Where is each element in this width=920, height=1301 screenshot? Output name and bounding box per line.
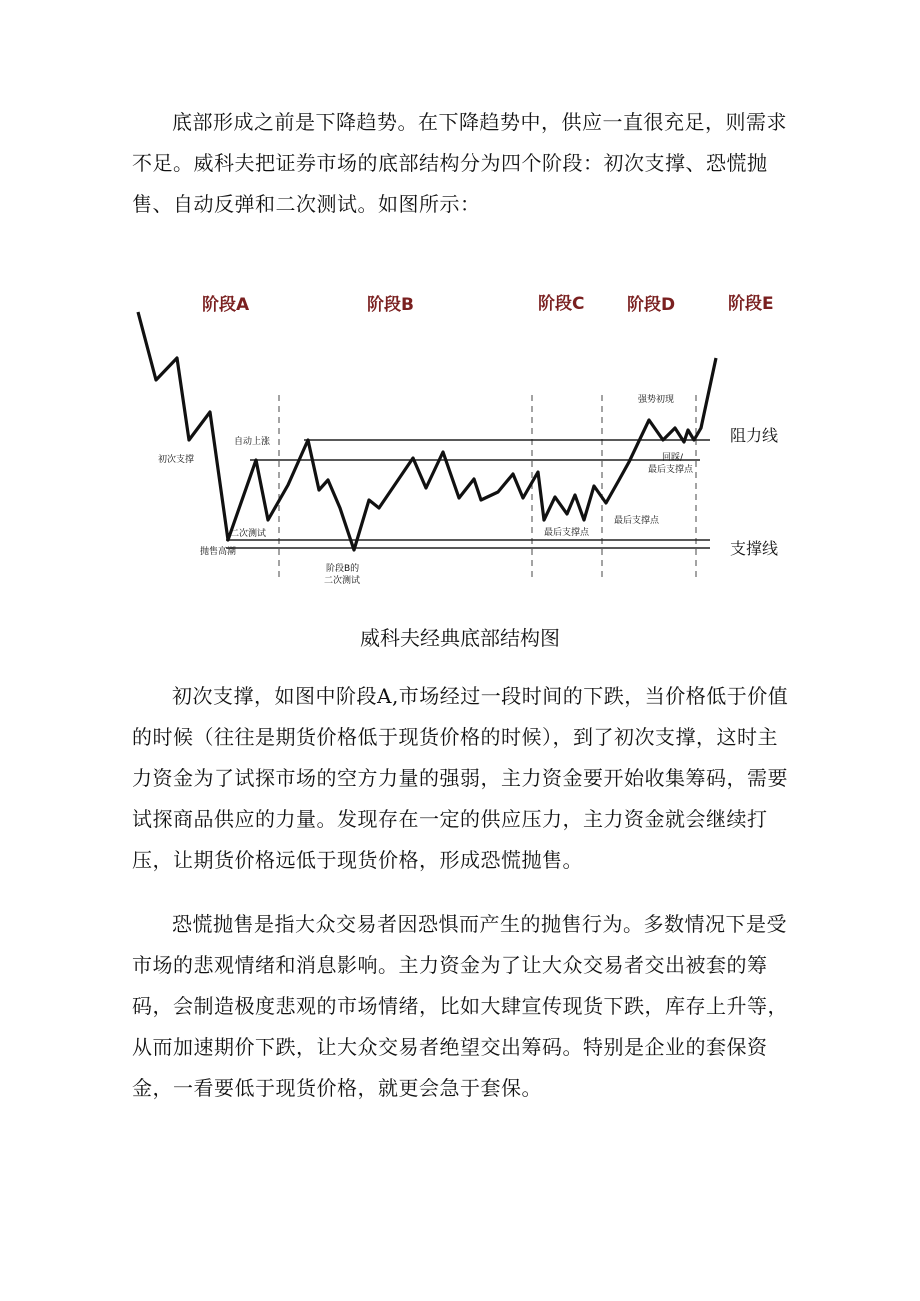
wyckoff-diagram [130,280,800,600]
support-label: 支撑线 [730,539,779,558]
stage-c-label: 阶段C [538,294,585,314]
last-support-label-d: 最后支撑点 [614,516,660,526]
range-lines [226,440,710,548]
stage-a-label: 阶段A [202,295,250,315]
price-path [138,312,716,550]
wyckoff-bottom-structure-figure [130,280,800,600]
stage-e-label: 阶段E [728,294,774,314]
auto-rally-label: 自动上涨 [234,437,271,447]
resistance-label: 阻力线 [730,426,779,445]
figure-caption: 威科夫经典底部结构图 [360,626,560,650]
paragraph-panic-selling: 恐慌抛售是指大众交易者因恐惧而产生的抛售行为。多数情况下是受市场的悲观情绪和消息影响。主力资金为了让大众交易者交出被套的筹码，会制造极度悲观的市场情绪，比如大肆宣传现货下跌，库存上升等，从而加速期价下跌，让大众交易者绝望交出筹码。特别是企业的套保资金，一看要低于现货价格，就更会急于套保。 [132,912,788,1100]
pullback-label-line1: 回踩/ [662,453,684,463]
stage-b-test-label-line1: 阶段B的 [326,564,360,574]
stage-b-label: 阶段B [367,295,414,315]
paragraph-intro: 底部形成之前是下降趋势。在下降趋势中，供应一直很充足，则需求不足。威科夫把证券市场的底部结构分为四个阶段：初次支撑、恐慌抛售、自动反弹和二次测试。如图所示： [132,110,787,216]
preliminary-support-label: 初次支撑 [158,455,195,465]
secondary-test-label: 二次测试 [230,529,267,539]
stage-b-test-label-line2: 二次测试 [324,576,361,586]
last-support-label-c: 最后支撑点 [544,528,590,538]
pullback-label-line2: 最后支撑点 [648,465,694,475]
stage-d-label: 阶段D [627,295,676,315]
phase-dividers [279,395,696,578]
paragraph-preliminary-support: 初次支撑，如图中阶段A,市场经过一段时间的下跌，当价格低于价值的时候（往往是期货价格低于现货价格的时候），到了初次支撑，这时主力资金为了试探市场的空方力量的强弱，主力资金要开始收集筹码，需要试探商品供应的力量。发现存在一定的供应压力，主力资金就会继续打压，让期货价格远低于现货价格，形成恐慌抛售。 [132,684,789,872]
strength-label: 强势初现 [638,395,675,405]
selling-climax-label: 抛售高潮 [200,547,237,557]
